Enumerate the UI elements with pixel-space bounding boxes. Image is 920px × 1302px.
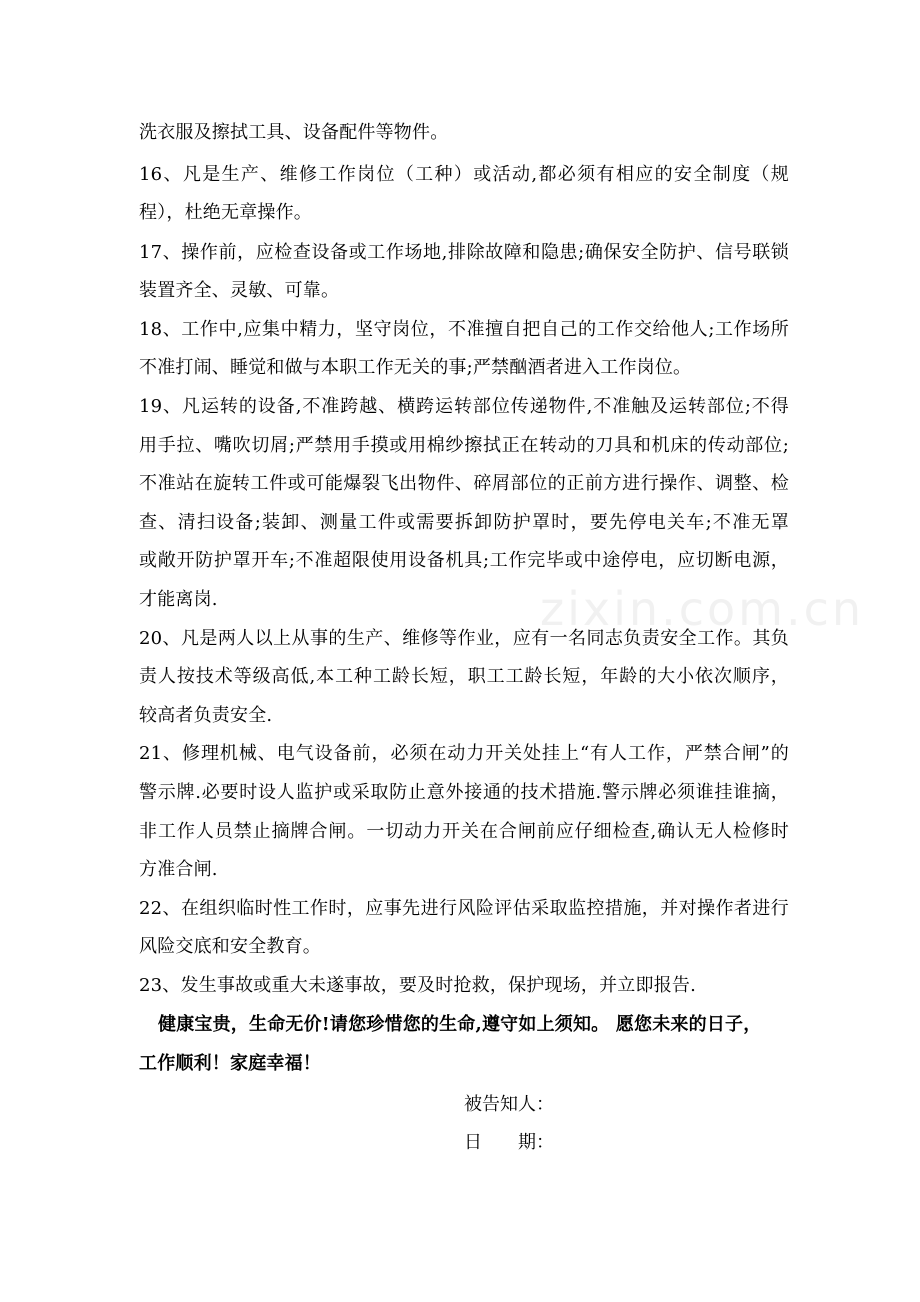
text-line: 才能离岗. <box>139 589 218 610</box>
text-line: 用手拉、嘴吹切屑;严禁用手摸或用棉纱擦拭正在转动的刀具和机床的传动部位; <box>139 435 789 456</box>
closing-line: 工作顺利！家庭幸福！ <box>139 1053 321 1074</box>
text-line: 责人按技术等级高低,本工种工龄长短，职工工龄长短，年龄的大小依次顺序， <box>139 666 789 687</box>
informed-person-label: 被告知人： <box>464 1094 554 1115</box>
text-line: 风险交底和安全教育。 <box>139 936 321 957</box>
text-line: 18、工作中,应集中精力，坚守岗位，不准擅自把自己的工作交给他人;工作场所 <box>139 319 789 340</box>
text-line: 程），杜绝无章操作。 <box>139 202 312 223</box>
text-line: 22、在组织临时性工作时，应事先进行风险评估采取监控措施，并对操作者进行 <box>139 898 789 919</box>
text-line: 17、操作前，应检查设备或工作场地,排除故障和隐患;确保安全防护、信号联锁 <box>139 242 789 263</box>
text-line: 23、发生事故或重大未遂事故，要及时抢救，保护现场，并立即报告. <box>139 975 697 996</box>
text-line: 较高者负责安全. <box>139 705 273 726</box>
text-line: 或敞开防护罩开车;不准超限使用设备机具;工作完毕或中途停电，应切断电源， <box>139 550 789 571</box>
text-line: 非工作人员禁止摘牌合闸。一切动力开关在合闸前应仔细检查,确认无人检修时 <box>139 821 789 842</box>
text-line: 不准打闹、睡觉和做与本职工作无关的事;严禁酗酒者进入工作岗位。 <box>139 357 692 378</box>
text-line: 16、凡是生产、维修工作岗位（工种）或活动,都必须有相应的安全制度（规 <box>139 164 789 185</box>
text-line: 方准合闸. <box>139 859 218 880</box>
text-line: 警示牌.必要时设人监护或采取防止意外接通的技术措施.警示牌必须谁挂谁摘， <box>139 782 789 803</box>
date-label: 日 期： <box>464 1132 554 1153</box>
text-line: 20、凡是两人以上从事的生产、维修等作业，应有一名同志负责安全工作。其负 <box>139 628 789 649</box>
text-line: 装置齐全、灵敏、可靠。 <box>139 280 340 301</box>
text-line: 不准站在旋转工件或可能爆裂飞出物件、碎屑部位的正前方进行操作、调整、检 <box>139 473 789 494</box>
text-line: 19、凡运转的设备,不准跨越、横跨运转部位传递物件,不准触及运转部位;不得 <box>139 396 789 417</box>
text-line: 21、修理机械、电气设备前，必须在动力开关处挂上“有人工作，严禁合闸”的 <box>139 743 789 764</box>
text-line: 查、清扫设备;装卸、测量工件或需要拆卸防护罩时，要先停电关车;不准无罩 <box>139 512 789 533</box>
text-line: 洗衣服及擦拭工具、设备配件等物件。 <box>139 122 449 143</box>
watermark: zixin.com.cn <box>540 582 865 636</box>
closing-line: 健康宝贵，生命无价!请您珍惜您的生命,遵守如上须知。 愿您未来的日子， <box>158 1014 762 1035</box>
